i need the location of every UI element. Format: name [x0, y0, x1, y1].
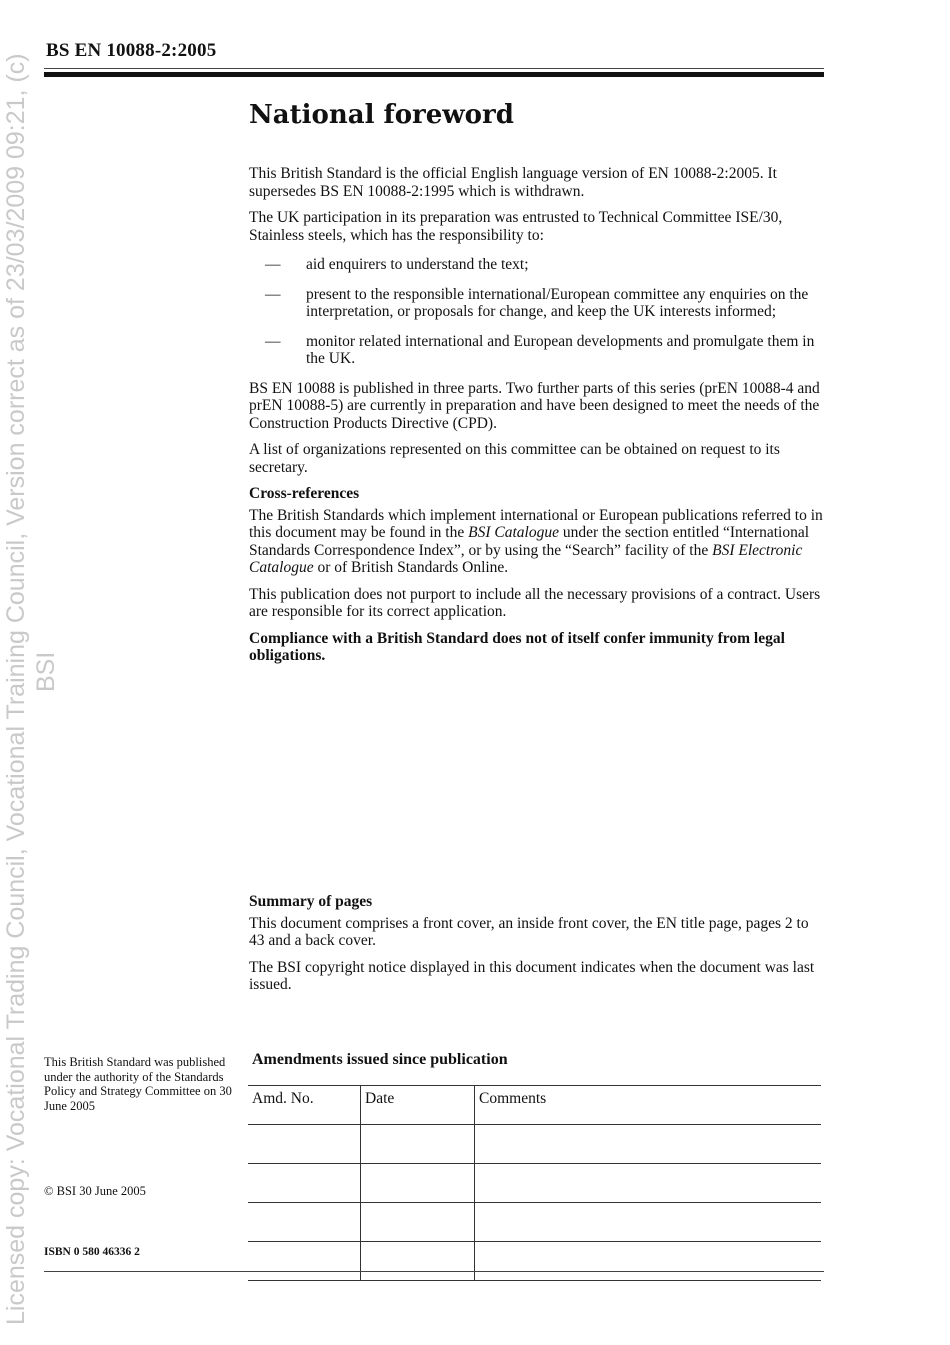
document-code: BS EN 10088-2:2005: [46, 40, 217, 61]
bsi-catalogue-title: BSI Catalogue: [468, 524, 559, 541]
table-cell: [361, 1164, 475, 1203]
page-title: National foreword: [249, 100, 514, 130]
list-item: [249, 286, 824, 321]
list-item-text: present to the responsible international/European committee any enquiries on the interpretation, or proposals for change, and keep the UK interests informed;: [306, 285, 809, 320]
table-cell: [361, 1242, 475, 1281]
table-cell: [475, 1164, 822, 1203]
crossref-text-a: The British Standards which implement international or European publications referred to in this document may be found in the: [249, 506, 823, 541]
foreword-paragraph-4: A list of organizations represented on this committee can be obtained on request to its secretary.: [249, 441, 780, 476]
table-row: [248, 1203, 821, 1242]
amendments-heading: Amendments issued since publication: [252, 1051, 508, 1068]
crossref-text-c: under the section entitled “International Standards Correspondence Index”, or by using the “Search” facility of the: [249, 524, 810, 559]
list-item: [249, 333, 824, 368]
bsi-electronic-catalogue-title: BSI Electronic Catalogue: [249, 541, 803, 576]
table-cell: [361, 1203, 475, 1242]
table-cell: [475, 1242, 822, 1281]
summary-of-pages: [249, 893, 824, 1003]
table-cell: [475, 1125, 822, 1164]
column-header-amd-no: Amd. No.: [248, 1086, 361, 1125]
responsibility-list: [249, 256, 824, 368]
cross-references-paragraph: [249, 507, 824, 577]
foreword-body: [249, 165, 824, 674]
watermark-line-2: BSI: [32, 651, 60, 692]
compliance-statement: Compliance with a British Standard does not of itself confer immunity from legal obligations.: [249, 629, 785, 664]
publication-authority-note: This British Standard was published under the authority of the Standards Policy and Strategy Committee on 30 June 2005: [44, 1055, 232, 1113]
list-item-text: aid enquirers to understand the text;: [306, 256, 529, 273]
footer-rule: [44, 1271, 824, 1272]
watermark-line-1: Licensed copy: Vocational Trading Council, Vocational Training Council, Version correct as of 23/03/2009 09:21, (c): [2, 53, 30, 1325]
crossref-text-e: or of British Standards Online.: [313, 559, 509, 576]
table-cell: [248, 1164, 361, 1203]
table-row: [248, 1125, 821, 1164]
foreword-paragraph-1: This British Standard is the official English language version of EN 10088-2:2005. It supersedes BS EN 10088-2:1995 which is withdrawn.: [249, 165, 777, 200]
dash-marker: —: [265, 285, 281, 303]
dash-marker: —: [265, 256, 281, 273]
table-cell: [475, 1203, 822, 1242]
header-rule-thin: [44, 68, 824, 69]
header-rule-thick: [44, 72, 824, 77]
amendments-table: [248, 1085, 821, 1281]
column-header-date: Date: [361, 1086, 475, 1125]
table-cell: [248, 1125, 361, 1164]
cross-references-heading: Cross-references: [249, 485, 360, 502]
table-row: [248, 1164, 821, 1203]
column-header-comments: Comments: [475, 1086, 822, 1125]
table-cell: [361, 1125, 475, 1164]
table-cell: [248, 1203, 361, 1242]
list-item-text: monitor related international and European developments and promulgate them in the UK.: [306, 332, 815, 367]
dash-marker: —: [265, 332, 281, 350]
summary-paragraph-2: The BSI copyright notice displayed in this document indicates when the document was last issued.: [249, 958, 815, 993]
list-item: [249, 256, 824, 274]
table-header-row: [248, 1086, 821, 1125]
foreword-paragraph-2: The UK participation in its preparation was entrusted to Technical Committee ISE/30, Stainless steels, which has the responsibility to:: [249, 209, 783, 244]
table-cell: [248, 1242, 361, 1281]
isbn: ISBN 0 580 46336 2: [44, 1246, 140, 1258]
foreword-paragraph-3: BS EN 10088 is published in three parts. Two further parts of this series (prEN 10088-4 and prEN 10088-5) are currently in preparation and have been designed to meet the needs of the Construction Products Directive (CPD).: [249, 379, 820, 432]
foreword-paragraph-5: This publication does not purport to include all the necessary provisions of a contract. Users are responsible for its correct application.: [249, 585, 821, 620]
copyright-notice: © BSI 30 June 2005: [44, 1184, 146, 1198]
table-row: [248, 1242, 821, 1281]
summary-paragraph-1: This document comprises a front cover, an inside front cover, the EN title page, pages 2 to 43 and a back cover.: [249, 914, 809, 949]
summary-heading: Summary of pages: [249, 893, 373, 910]
